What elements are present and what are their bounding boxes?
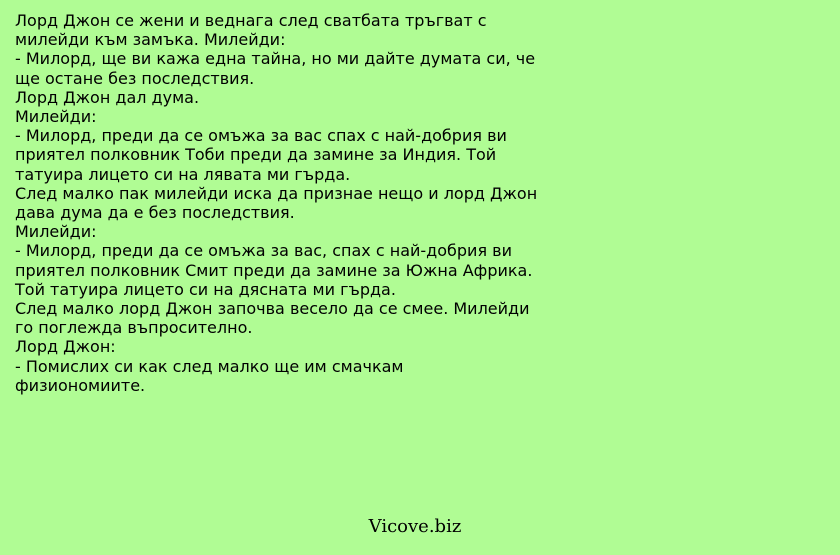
joke-line: татуира лицето си на лявата ми гърда. [15, 164, 351, 184]
joke-line: дава дума да е без последствия. [15, 203, 295, 223]
joke-line: приятел полковник Тоби преди да замине за Индия. Той [15, 145, 497, 165]
joke-line: Лорд Джон: [15, 337, 116, 357]
joke-line: Милейди: [15, 107, 97, 127]
joke-line: Лорд Джон дал дума. [15, 87, 200, 107]
joke-line: - Милорд, ще ви кажа една тайна, но ми дайте думата си, че [15, 49, 536, 69]
joke-line: го поглежда въпросително. [15, 318, 253, 338]
joke-line: Той татуира лицето си на дясната ми гърда. [15, 279, 396, 299]
joke-line: - Милорд, преди да се омъжа за вас спах с най-добрия ви [15, 126, 507, 146]
joke-line: След малко пак милейди иска да признае нещо и лорд Джон [15, 183, 538, 203]
joke-line: приятел полковник Смит преди да замине за Южна Африка. [15, 260, 533, 280]
joke-line: Лорд Джон се жени и веднага след сватбата тръгват с [15, 11, 487, 30]
joke-text [15, 11, 835, 395]
joke-line: физиономиите. [15, 375, 146, 395]
joke-line: ще остане без последствия. [15, 68, 255, 88]
joke-line: След малко лорд Джон започва весело да се смее. Милейди [15, 299, 530, 319]
joke-line: Милейди: [15, 222, 97, 242]
joke-line: - Милорд, преди да се омъжа за вас, спах с най-добрия ви [15, 241, 512, 261]
site-watermark: Vicove.biz [368, 516, 462, 537]
joke-line: милейди към замъка. Милейди: [15, 30, 286, 50]
joke-line: - Помислих си как след малко ще им смачкам [15, 356, 404, 376]
